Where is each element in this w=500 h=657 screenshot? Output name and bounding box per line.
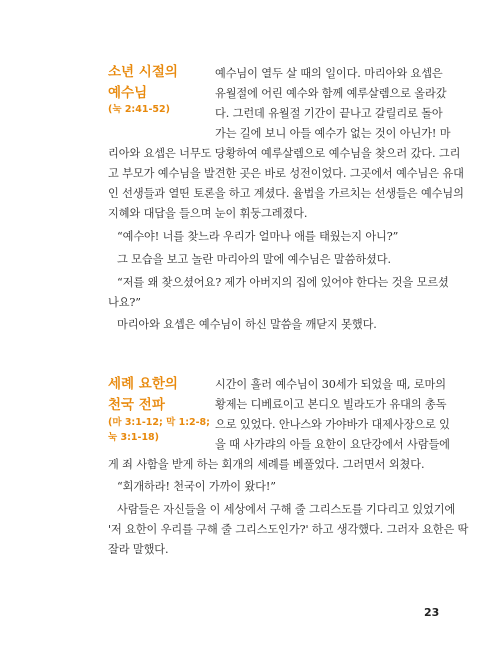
- section-1-line-7: 인 선생들과 열띤 토론을 하고 계셨다. 율법을 가르치는 선생들은 예수님의: [108, 187, 464, 200]
- section-2-quote-1: “회개하라! 천국이 가까이 왔다!”: [117, 480, 276, 493]
- section-1-heading-line-1: 소년 시절의: [108, 64, 178, 80]
- section-1-quote-2: “저를 왜 찾으셨어요? 제가 아버지의 집에 있어야 한다는 것을 모르셨: [117, 276, 449, 289]
- section-2-line-8: '저 요한이 우리를 구해 줄 그리스도인가?' 하고 생각했다. 그러자 요한은 딱: [108, 523, 469, 536]
- section-1-line-10: 그 모습을 보고 놀란 마리아의 말에 예수님은 말씀하셨다.: [117, 253, 391, 266]
- section-2-line-4: 을 때 사가랴의 아들 요한이 요단강에서 사람들에: [215, 438, 450, 451]
- section-2-reference-line-2: 눅 3:1-18): [108, 432, 160, 443]
- section-1-line-4: 가는 길에 보니 아들 예수가 없는 것이 아닌가! 마: [215, 127, 451, 140]
- section-2-line-1: 시간이 흘러 예수님이 30세가 되었을 때, 로마의: [215, 378, 446, 391]
- section-1-line-1: 예수님이 열두 살 때의 일이다. 마리아와 요셉은: [215, 67, 443, 80]
- section-2-reference-line-1: (마 3:1-12; 막 1:2-8;: [108, 417, 210, 428]
- section-2-line-7: 사람들은 자신들을 이 세상에서 구해 줄 그리스도를 기다리고 있었기에: [117, 503, 456, 516]
- section-1-quote-1: “예수야! 너를 찾느라 우리가 얼마나 애를 태웠는지 아니?”: [117, 230, 399, 243]
- section-2-heading-line-2: 천국 전파: [108, 397, 165, 413]
- section-1-line-13: 마리아와 요셉은 예수님이 하신 말씀을 깨닫지 못했다.: [117, 318, 377, 331]
- section-1-line-5: 리아와 요셉은 너무도 당황하여 예루살렘으로 예수님을 찾으러 갔다. 그리: [108, 147, 461, 160]
- page-number: 23: [424, 606, 440, 619]
- section-1-line-2: 유월절에 어린 예수와 함께 예루살렘으로 올라갔: [215, 87, 447, 100]
- section-2-line-3: 으로 있었다. 안나스와 가야바가 대제사장으로 있: [215, 418, 450, 431]
- section-2-line-5: 게 죄 사함을 받게 하는 회개의 세례를 베풀었다. 그러면서 외쳤다.: [108, 458, 425, 471]
- section-1-line-12: 나요?”: [108, 296, 141, 309]
- section-2-line-9: 잘라 말했다.: [108, 543, 169, 556]
- section-1-line-3: 다. 그런데 유월절 기간이 끝나고 갈릴리로 돌아: [215, 107, 443, 120]
- section-1-reference: (눅 2:41-52): [108, 104, 170, 115]
- section-2-heading-line-1: 세례 요한의: [108, 376, 178, 392]
- section-1-line-6: 고 부모가 예수님을 발견한 곳은 바로 성전이었다. 그곳에서 예수님은 유대: [108, 167, 464, 180]
- section-2-line-2: 황제는 디베료이고 본디오 빌라도가 유대의 총독: [215, 398, 447, 411]
- section-1-line-8: 지혜와 대답을 들으며 눈이 휘둥그레졌다.: [108, 207, 308, 220]
- section-1-heading-line-2: 예수님: [108, 85, 148, 101]
